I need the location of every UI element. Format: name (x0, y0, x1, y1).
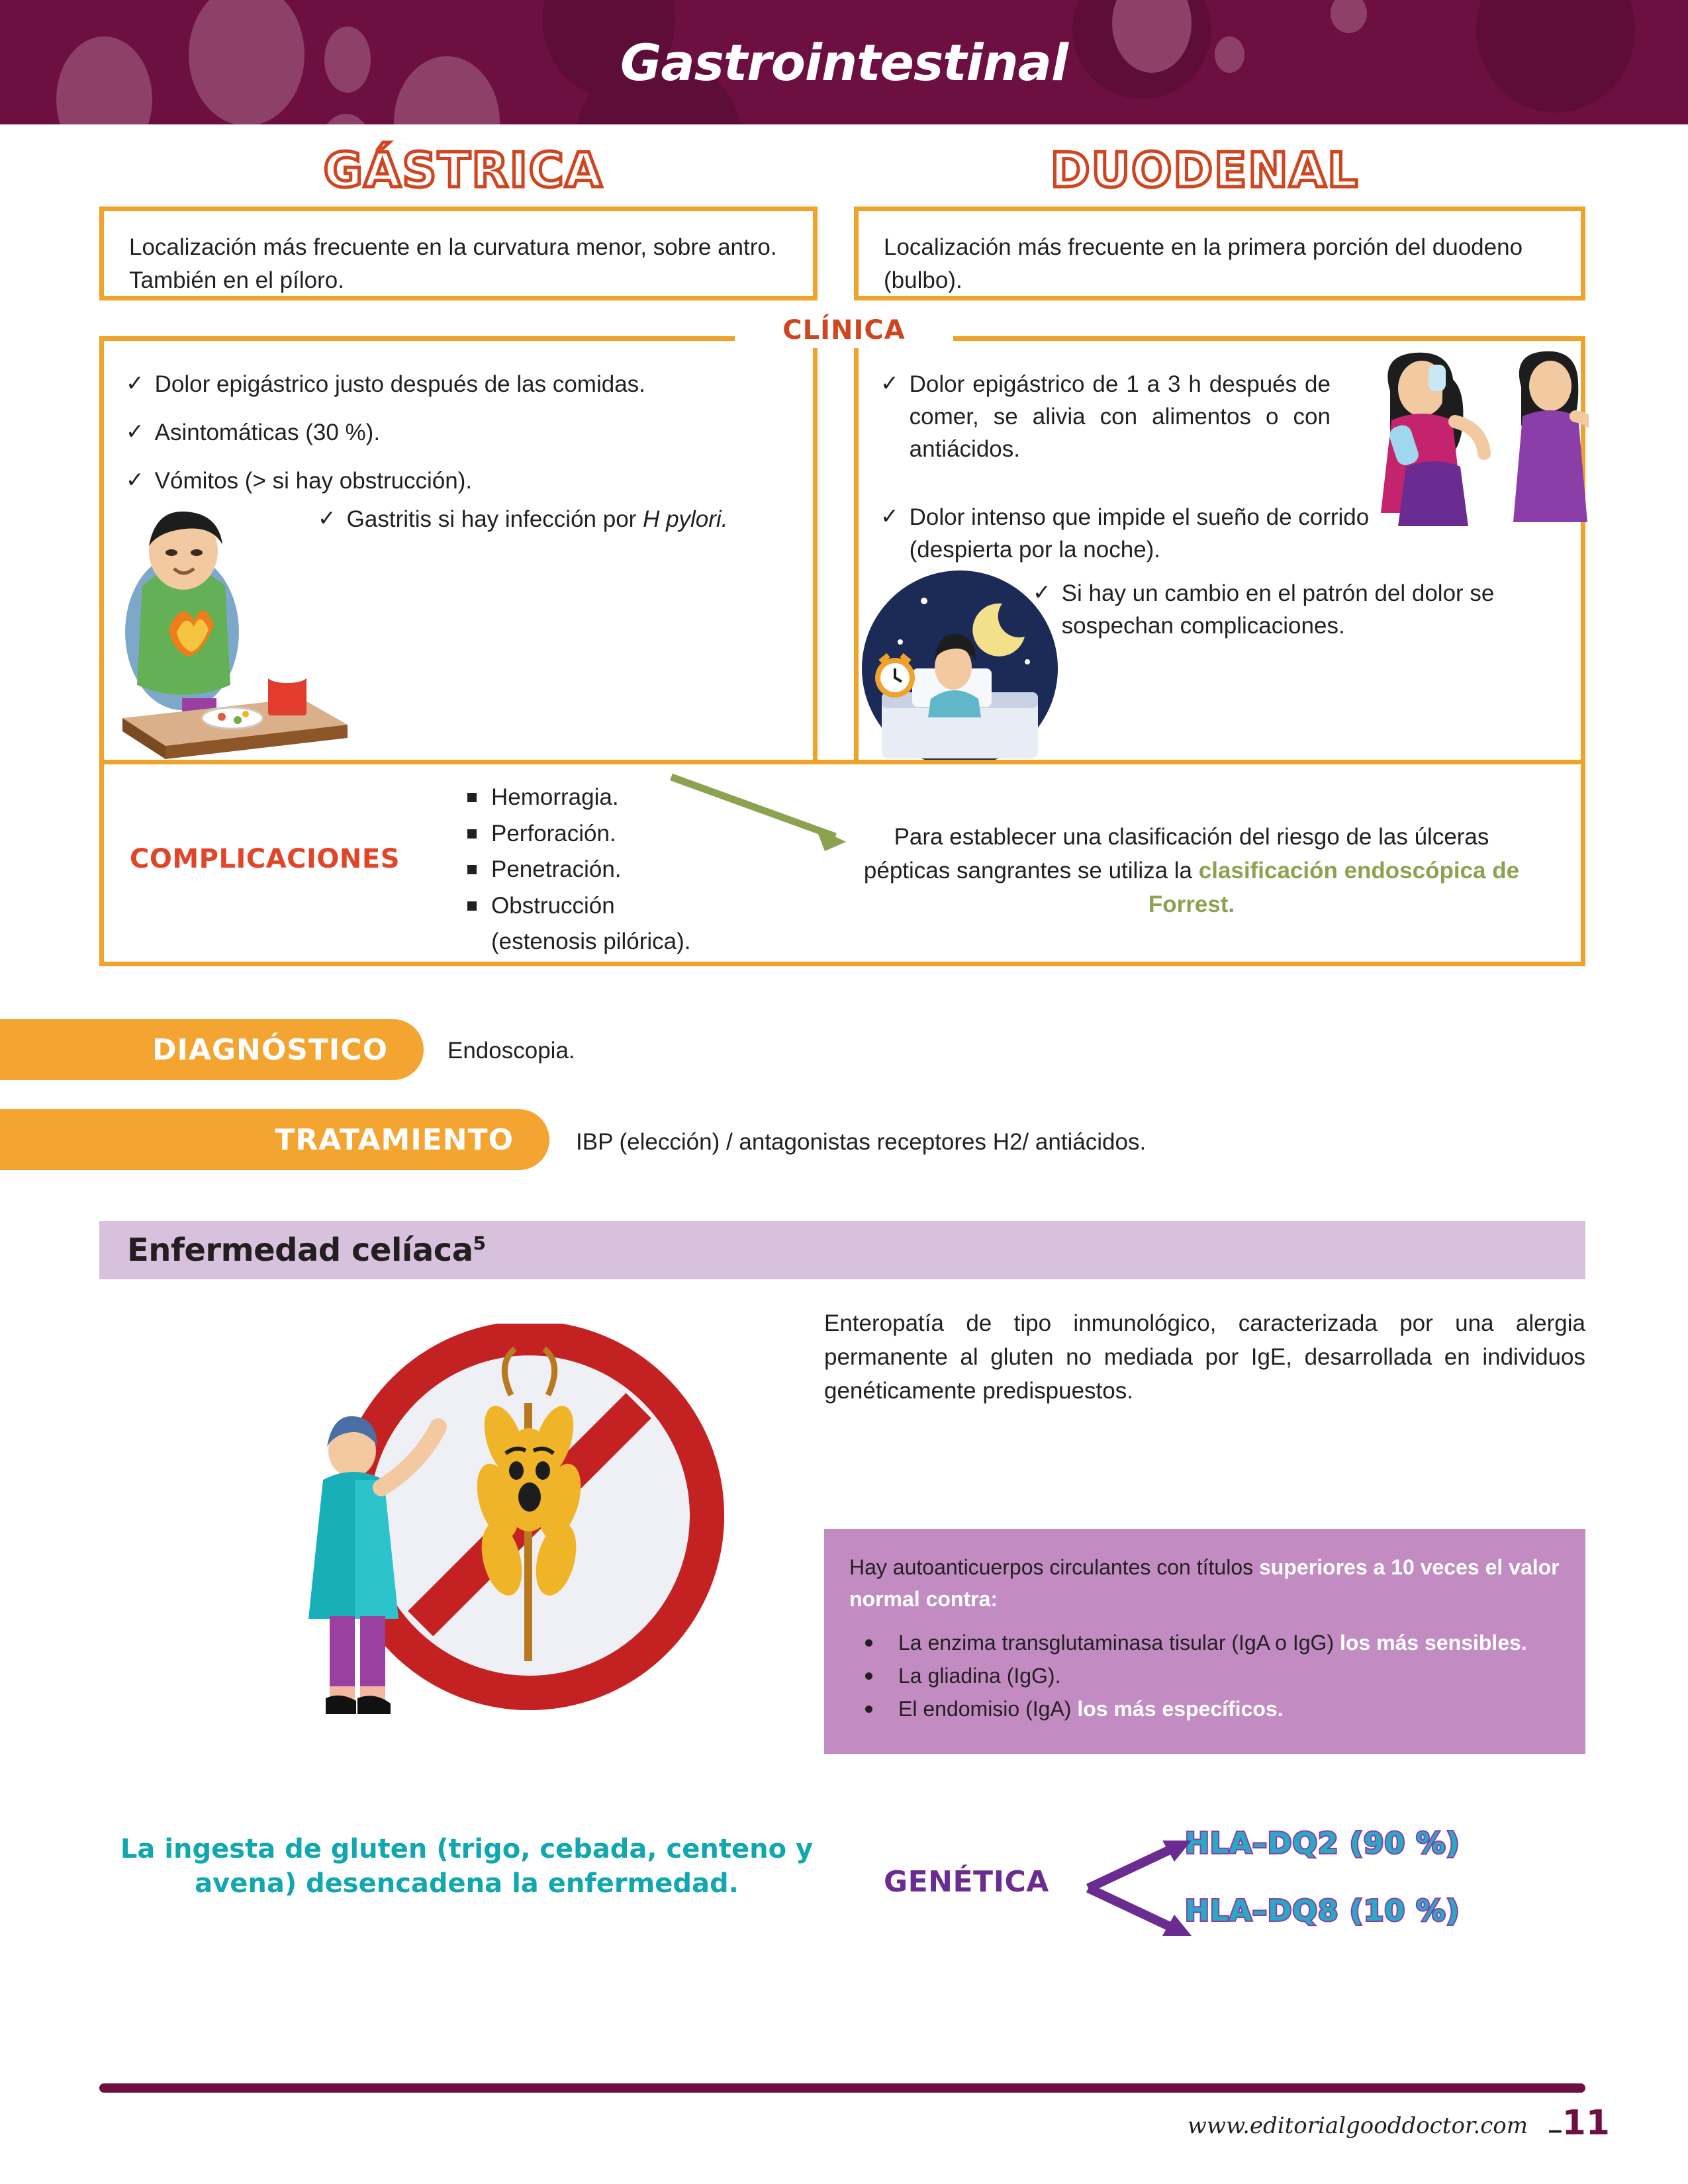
round-bullet-icon (865, 1706, 872, 1713)
tab-diagnostico-label: DIAGNÓSTICO (152, 1032, 388, 1067)
list-item-bold: los más específicos. (1077, 1697, 1284, 1721)
list-item-label: Hemorragia. (491, 784, 619, 810)
list-item (463, 888, 774, 925)
autoantibody-box (824, 1529, 1585, 1754)
list-item-label: La enzima transglutaminasa tisular (IgA o IgG) (898, 1631, 1340, 1655)
check-icon: ✓ (126, 467, 144, 492)
hla-dq2-label: HLA–DQ2 (90 %) (1185, 1827, 1460, 1860)
list-item (853, 1660, 1570, 1692)
antacid-woman-illustration (1350, 347, 1589, 526)
footer-dash: – (1548, 2116, 1562, 2144)
list-item (318, 503, 781, 535)
diagnostico-value: Endoscopia. (447, 1038, 575, 1064)
square-bullet-icon (467, 901, 477, 911)
list-item (126, 465, 774, 497)
footer-rule (99, 2083, 1585, 2093)
decor-bubble (1331, 0, 1367, 33)
list-item (880, 501, 1410, 566)
list-item-label: Penetración. (491, 856, 622, 883)
list-item (853, 1693, 1570, 1725)
complicaciones-title: COMPLICACIONES (130, 844, 400, 874)
heading-gastrica: GÁSTRICA (323, 142, 604, 198)
note-text: Para establecer una clasificación del riesgo de las úlceras pépticas sangrantes se utiliza la (863, 824, 1489, 884)
tab-diagnostico[interactable] (0, 1019, 424, 1080)
square-bullet-icon (467, 865, 477, 874)
check-icon: ✓ (1033, 580, 1051, 604)
list-item-label: Si hay un cambio en el patrón del dolor se sospechan complicaciones. (1061, 580, 1495, 639)
celiaca-description: Enteropatía de tipo inmunológico, caracterizada por una alergia permanente al gluten no mediada por IgE, desarrollada en individuos genéticamente predispuestos. (824, 1310, 1585, 1404)
footer-url: www.editorialgooddoctor.com (1187, 2113, 1528, 2139)
no-gluten-sign-illustration (252, 1324, 794, 1721)
gastric-location-box (99, 206, 818, 300)
clinica-label: CLÍNICA (735, 312, 953, 348)
list-item (126, 416, 774, 449)
list-item-label-italic: H pylori. (643, 506, 728, 532)
list-item-label: La gliadina (IgG). (898, 1664, 1061, 1688)
tab-tratamiento[interactable] (0, 1109, 549, 1170)
duodenal-clinica-list (880, 368, 1370, 582)
heading-duodenal: DUODENAL (1050, 142, 1360, 198)
decor-bubble (321, 114, 371, 124)
check-icon: ✓ (880, 504, 899, 528)
list-item-label: Vómitos (> si hay obstrucción). (154, 468, 473, 494)
check-icon: ✓ (318, 506, 336, 530)
hla-dq8-label: HLA–DQ8 (10 %) (1185, 1894, 1460, 1928)
duodenal-clinica-subitem (1033, 577, 1569, 658)
square-bullet-icon (467, 793, 477, 802)
square-bullet-icon (467, 829, 477, 839)
section-title-text: Enfermedad celíaca (127, 1232, 473, 1269)
list-item (126, 368, 774, 400)
list-item-label: Gastritis si hay infección por (346, 506, 643, 532)
check-icon: ✓ (126, 419, 144, 443)
page-header-banner (0, 0, 1688, 124)
gluten-caption: La ingesta de gluten (trigo, cebada, centeno y avena) desencadena la enfermedad. (120, 1834, 814, 1899)
lead-bold: superiores a 10 veces el valor normal contra: (849, 1555, 1560, 1611)
branching-arrows-icon (1086, 1823, 1231, 1956)
list-item (1033, 577, 1569, 642)
list-item-continuation (463, 924, 774, 960)
list-item-label: Obstrucción (491, 892, 615, 919)
green-arrow-icon (669, 773, 861, 859)
list-item-label: Asintomáticas (30 %). (154, 420, 381, 445)
forrest-highlight: clasificación endoscópica de Forrest. (1148, 857, 1520, 917)
list-item-bold: los más sensibles. (1339, 1631, 1527, 1655)
list-item-label: Dolor epigástrico de 1 a 3 h después de comer, se alivia con alimentos o con antiácidos. (909, 371, 1331, 462)
duodenal-location-box (854, 206, 1585, 300)
section-title-superscript: 5 (473, 1232, 486, 1254)
gastric-location-text: Localización más frecuente en la curvatura menor, sobre antro. También en el píloro. (129, 234, 777, 293)
list-item-label: El endomisio (IgA) (898, 1697, 1078, 1721)
tratamiento-value: IBP (elección) / antagonistas receptores H2/ antiácidos. (576, 1129, 1147, 1155)
section-band-celiaca (99, 1221, 1585, 1279)
round-bullet-icon (865, 1639, 872, 1647)
night-insomnia-illustration (861, 569, 1059, 768)
stomach-pain-man-illustration (103, 500, 354, 764)
complicaciones-note (861, 821, 1523, 921)
list-item-label: (estenosis pilórica). (491, 929, 691, 955)
list-item-label: Dolor intenso que impide el sueño de corrido (despierta por la noche). (909, 504, 1370, 563)
autoantibody-lead (849, 1551, 1567, 1615)
list-item-label: Dolor epigástrico justo después de las comidas. (154, 371, 645, 397)
list-item (853, 1627, 1570, 1659)
list-item (880, 368, 1331, 465)
footer-page-number: 11 (1562, 2103, 1610, 2143)
round-bullet-icon (865, 1672, 872, 1680)
tab-tratamiento-label: TRATAMIENTO (275, 1122, 514, 1157)
list-item-label: Perforación. (491, 820, 616, 846)
duodenal-location-text: Localización más frecuente en la primera porción del duodeno (bulbo). (884, 234, 1523, 293)
check-icon: ✓ (126, 371, 144, 395)
autoantibody-list (853, 1627, 1570, 1726)
section-title-celiaca (127, 1232, 486, 1269)
check-icon: ✓ (880, 371, 899, 395)
gastric-clinica-subitem (318, 503, 781, 551)
lead-normal: Hay autoanticuerpos circulantes con títulos (849, 1555, 1259, 1579)
genetica-label: GENÉTICA (884, 1865, 1049, 1899)
page-title: Gastrointestinal (620, 33, 1068, 92)
gastric-clinica-list (126, 368, 774, 513)
